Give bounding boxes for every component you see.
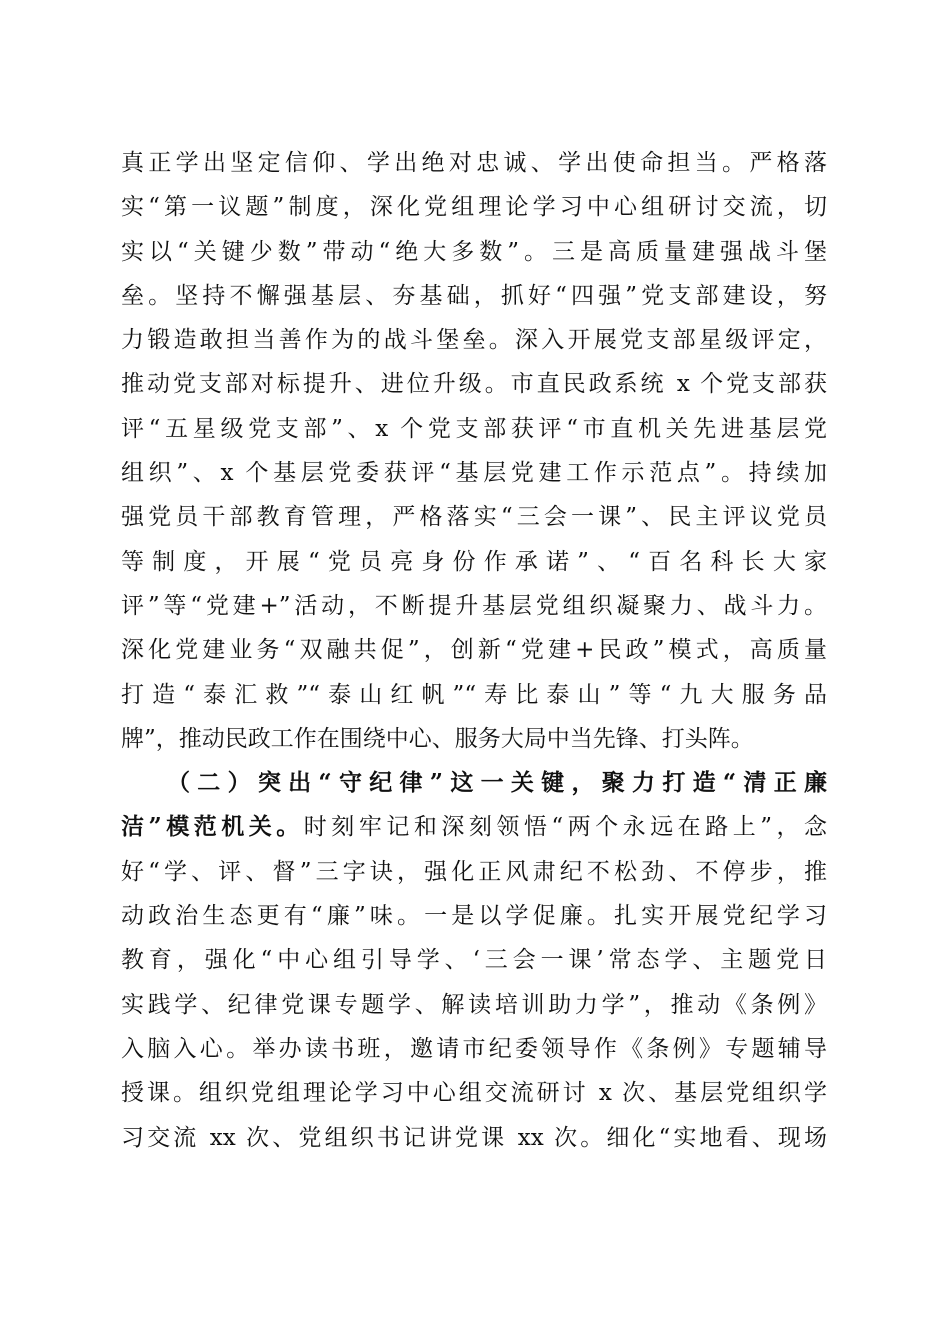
text-line: 强党员干部教育管理，严格落实“三会一课”、民主评议党员 xyxy=(121,504,827,531)
section-heading-end: 洁”模范机关。 xyxy=(121,813,304,841)
text-line: 授课。组织党组理论学习中心组交流研讨 x 次、基层党组织学 xyxy=(121,1080,827,1107)
text-line: 教育，强化“中心组引导学、‘三会一课’常态学、主题党日 xyxy=(121,947,827,974)
text-line: 实以“关键少数”带动“绝大多数”。三是高质量建强战斗堡 xyxy=(121,238,827,265)
text-line: 力锻造敢担当善作为的战斗堡垒。深入开展党支部星级评定， xyxy=(121,327,827,354)
section-heading: （二）突出“守纪律”这一关键，聚力打造“清正廉 xyxy=(167,769,827,797)
paragraph-discipline xyxy=(121,761,827,1160)
text-line: 打造“泰汇救”“泰山红帆”“寿比泰山”等“九大服务品 xyxy=(121,681,827,708)
text-line: 实践学、纪律党课专题学、解读培训助力学”，推动《条例》 xyxy=(121,991,827,1018)
text-line: 实“第一议题”制度，深化党组理论学习中心组研讨交流，切 xyxy=(121,194,827,221)
text-line: 推动党支部对标提升、进位升级。市直民政系统 x 个党支部获 xyxy=(121,371,827,398)
text-line: 评”等“党建+”活动，不断提升基层党组织凝聚力、战斗力。 xyxy=(121,592,827,619)
text-line: 组织”、x 个基层党委获评“基层党建工作示范点”。持续加 xyxy=(121,460,827,487)
text-line: 深化党建业务“双融共促”，创新“党建+民政”模式，高质量 xyxy=(121,637,827,664)
text-line: 牌”，推动民政工作在围绕中心、服务大局中当先锋、打头阵。 xyxy=(121,725,754,752)
paragraph-party-building xyxy=(121,141,827,761)
text-line: 垒。坚持不懈强基层、夯基础，抓好“四强”党支部建设，努 xyxy=(121,282,827,309)
text-line xyxy=(121,805,827,849)
text-span: 时刻牢记和深刻领悟“两个永远在路上”，念 xyxy=(303,814,827,841)
text-line: 评“五星级党支部”、x 个党支部获评“市直机关先进基层党 xyxy=(121,415,827,442)
text-line: 真正学出坚定信仰、学出绝对忠诚、学出使命担当。严格落 xyxy=(121,150,827,176)
text-line: 等制度，开展“党员亮身份作承诺”、“百名科长大家 xyxy=(121,548,827,575)
text-line: 入脑入心。举办读书班，邀请市纪委领导作《条例》专题辅导 xyxy=(121,1035,827,1062)
text-line: 习交流 xx 次、党组织书记讲党课 xx 次。细化“实地看、现场 xyxy=(121,1124,827,1151)
text-line: 好“学、评、督”三字诀，强化正风肃纪不松劲、不停步，推 xyxy=(121,858,827,885)
document-body xyxy=(121,141,827,1160)
text-line: 动政治生态更有“廉”味。一是以学促廉。扎实开展党纪学习 xyxy=(121,903,827,930)
